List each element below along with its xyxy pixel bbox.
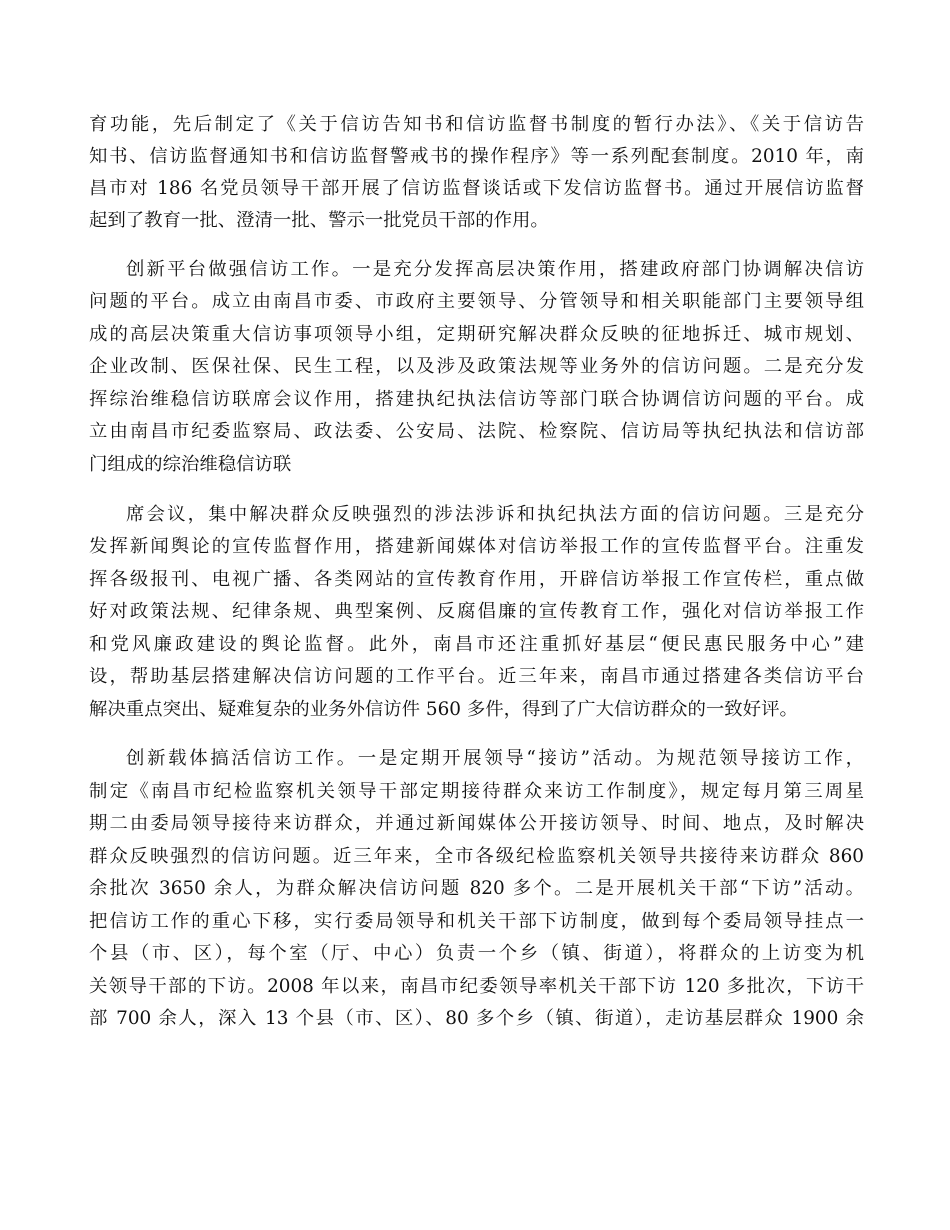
paragraph-3-line-2: 发挥新闻舆论的宣传监督作用，搭建新闻媒体对信访举报工作的宣传监督平台。注重发: [89, 536, 864, 557]
paragraph-4-line-8: 关领导干部的下访。2008 年以来，南昌市纪委领导率机关干部下访 120 多批次，下访干: [89, 976, 864, 997]
paragraph-3-line-5: 和党风廉政建设的舆论监督。此外，南昌市还注重抓好基层“便民惠民服务中心”建: [89, 634, 864, 655]
paragraph-4-line-9: 部 700 余人，深入 13 个县（市、区）、80 多个乡（镇、街道），走访基层群众 1900 余: [89, 1008, 864, 1029]
paragraph-1-line-4: 起到了教育一批、澄清一批、警示一批党员干部的作用。: [89, 210, 549, 231]
paragraph-4-line-5: 余批次 3650 余人，为群众解决信访问题 820 多个。二是开展机关干部“下访”活动。: [89, 878, 864, 899]
paragraph-1-line-3: 昌市对 186 名党员领导干部开展了信访监督谈话或下发信访监督书。通过开展信访监督: [89, 178, 864, 199]
paragraph-3-line-3: 挥各级报刊、电视广播、各类网站的宣传教育作用，开辟信访举报工作宣传栏，重点做: [89, 569, 864, 590]
paragraph-3-line-1: 席会议，集中解决群众反映强烈的涉法涉诉和执纪执法方面的信访问题。三是充分: [126, 504, 864, 525]
paragraph-3-line-4: 好对政策法规、纪律条规、典型案例、反腐倡廉的宣传教育工作，强化对信访举报工作: [89, 601, 864, 622]
paragraph-2-line-6: 立由南昌市纪委监察局、政法委、公安局、法院、检察院、信访局等执纪执法和信访部: [89, 421, 864, 442]
paragraph-1-line-1: 育功能，先后制定了《关于信访告知书和信访监督书制度的暂行办法》、《关于信访告: [89, 114, 864, 135]
paragraph-2-line-7: 门组成的综治维稳信访联: [89, 454, 292, 475]
paragraph-4-line-1: 创新载体搞活信访工作。一是定期开展领导“接访”活动。为规范领导接访工作，: [126, 748, 864, 769]
paragraph-3-line-6: 设，帮助基层搭建解决信访问题的工作平台。近三年来，南昌市通过搭建各类信访平台: [89, 666, 864, 687]
paragraph-2-line-1: 创新平台做强信访工作。一是充分发挥高层决策作用，搭建政府部门协调解决信访: [126, 259, 864, 280]
paragraph-2-line-3: 成的高层决策重大信访事项领导小组，定期研究解决群众反映的征地拆迁、城市规划、: [89, 324, 864, 345]
paragraph-4-line-2: 制定《南昌市纪检监察机关领导干部定期接待群众来访工作制度》，规定每月第三周星: [89, 781, 864, 802]
paragraph-4-line-4: 群众反映强烈的信访问题。近三年来，全市各级纪检监察机关领导共接待来访群众 860: [89, 846, 864, 867]
paragraph-2-line-4: 企业改制、医保社保、民生工程，以及涉及政策法规等业务外的信访问题。二是充分发: [89, 356, 864, 377]
paragraph-3-line-7: 解决重点突出、疑难复杂的业务外信访件 560 多件，得到了广大信访群众的一致好评。: [89, 699, 798, 720]
paragraph-4-line-7: 个县（市、区），每个室（厅、中心）负责一个乡（镇、街道），将群众的上访变为机: [89, 943, 864, 964]
paragraph-1-line-2: 知书、信访监督通知书和信访监督警戒书的操作程序》等一系列配套制度。2010 年，南: [89, 146, 864, 167]
paragraph-2-line-2: 问题的平台。成立由南昌市委、市政府主要领导、分管领导和相关职能部门主要领导组: [89, 291, 864, 312]
paragraph-4-line-3: 期二由委局领导接待来访群众，并通过新闻媒体公开接访领导、时间、地点，及时解决: [89, 813, 864, 834]
paragraph-2-line-5: 挥综治维稳信访联席会议作用，搭建执纪执法信访等部门联合协调信访问题的平台。成: [89, 389, 864, 410]
paragraph-4-line-6: 把信访工作的重心下移，实行委局领导和机关干部下访制度，做到每个委局领导挂点一: [89, 911, 864, 932]
